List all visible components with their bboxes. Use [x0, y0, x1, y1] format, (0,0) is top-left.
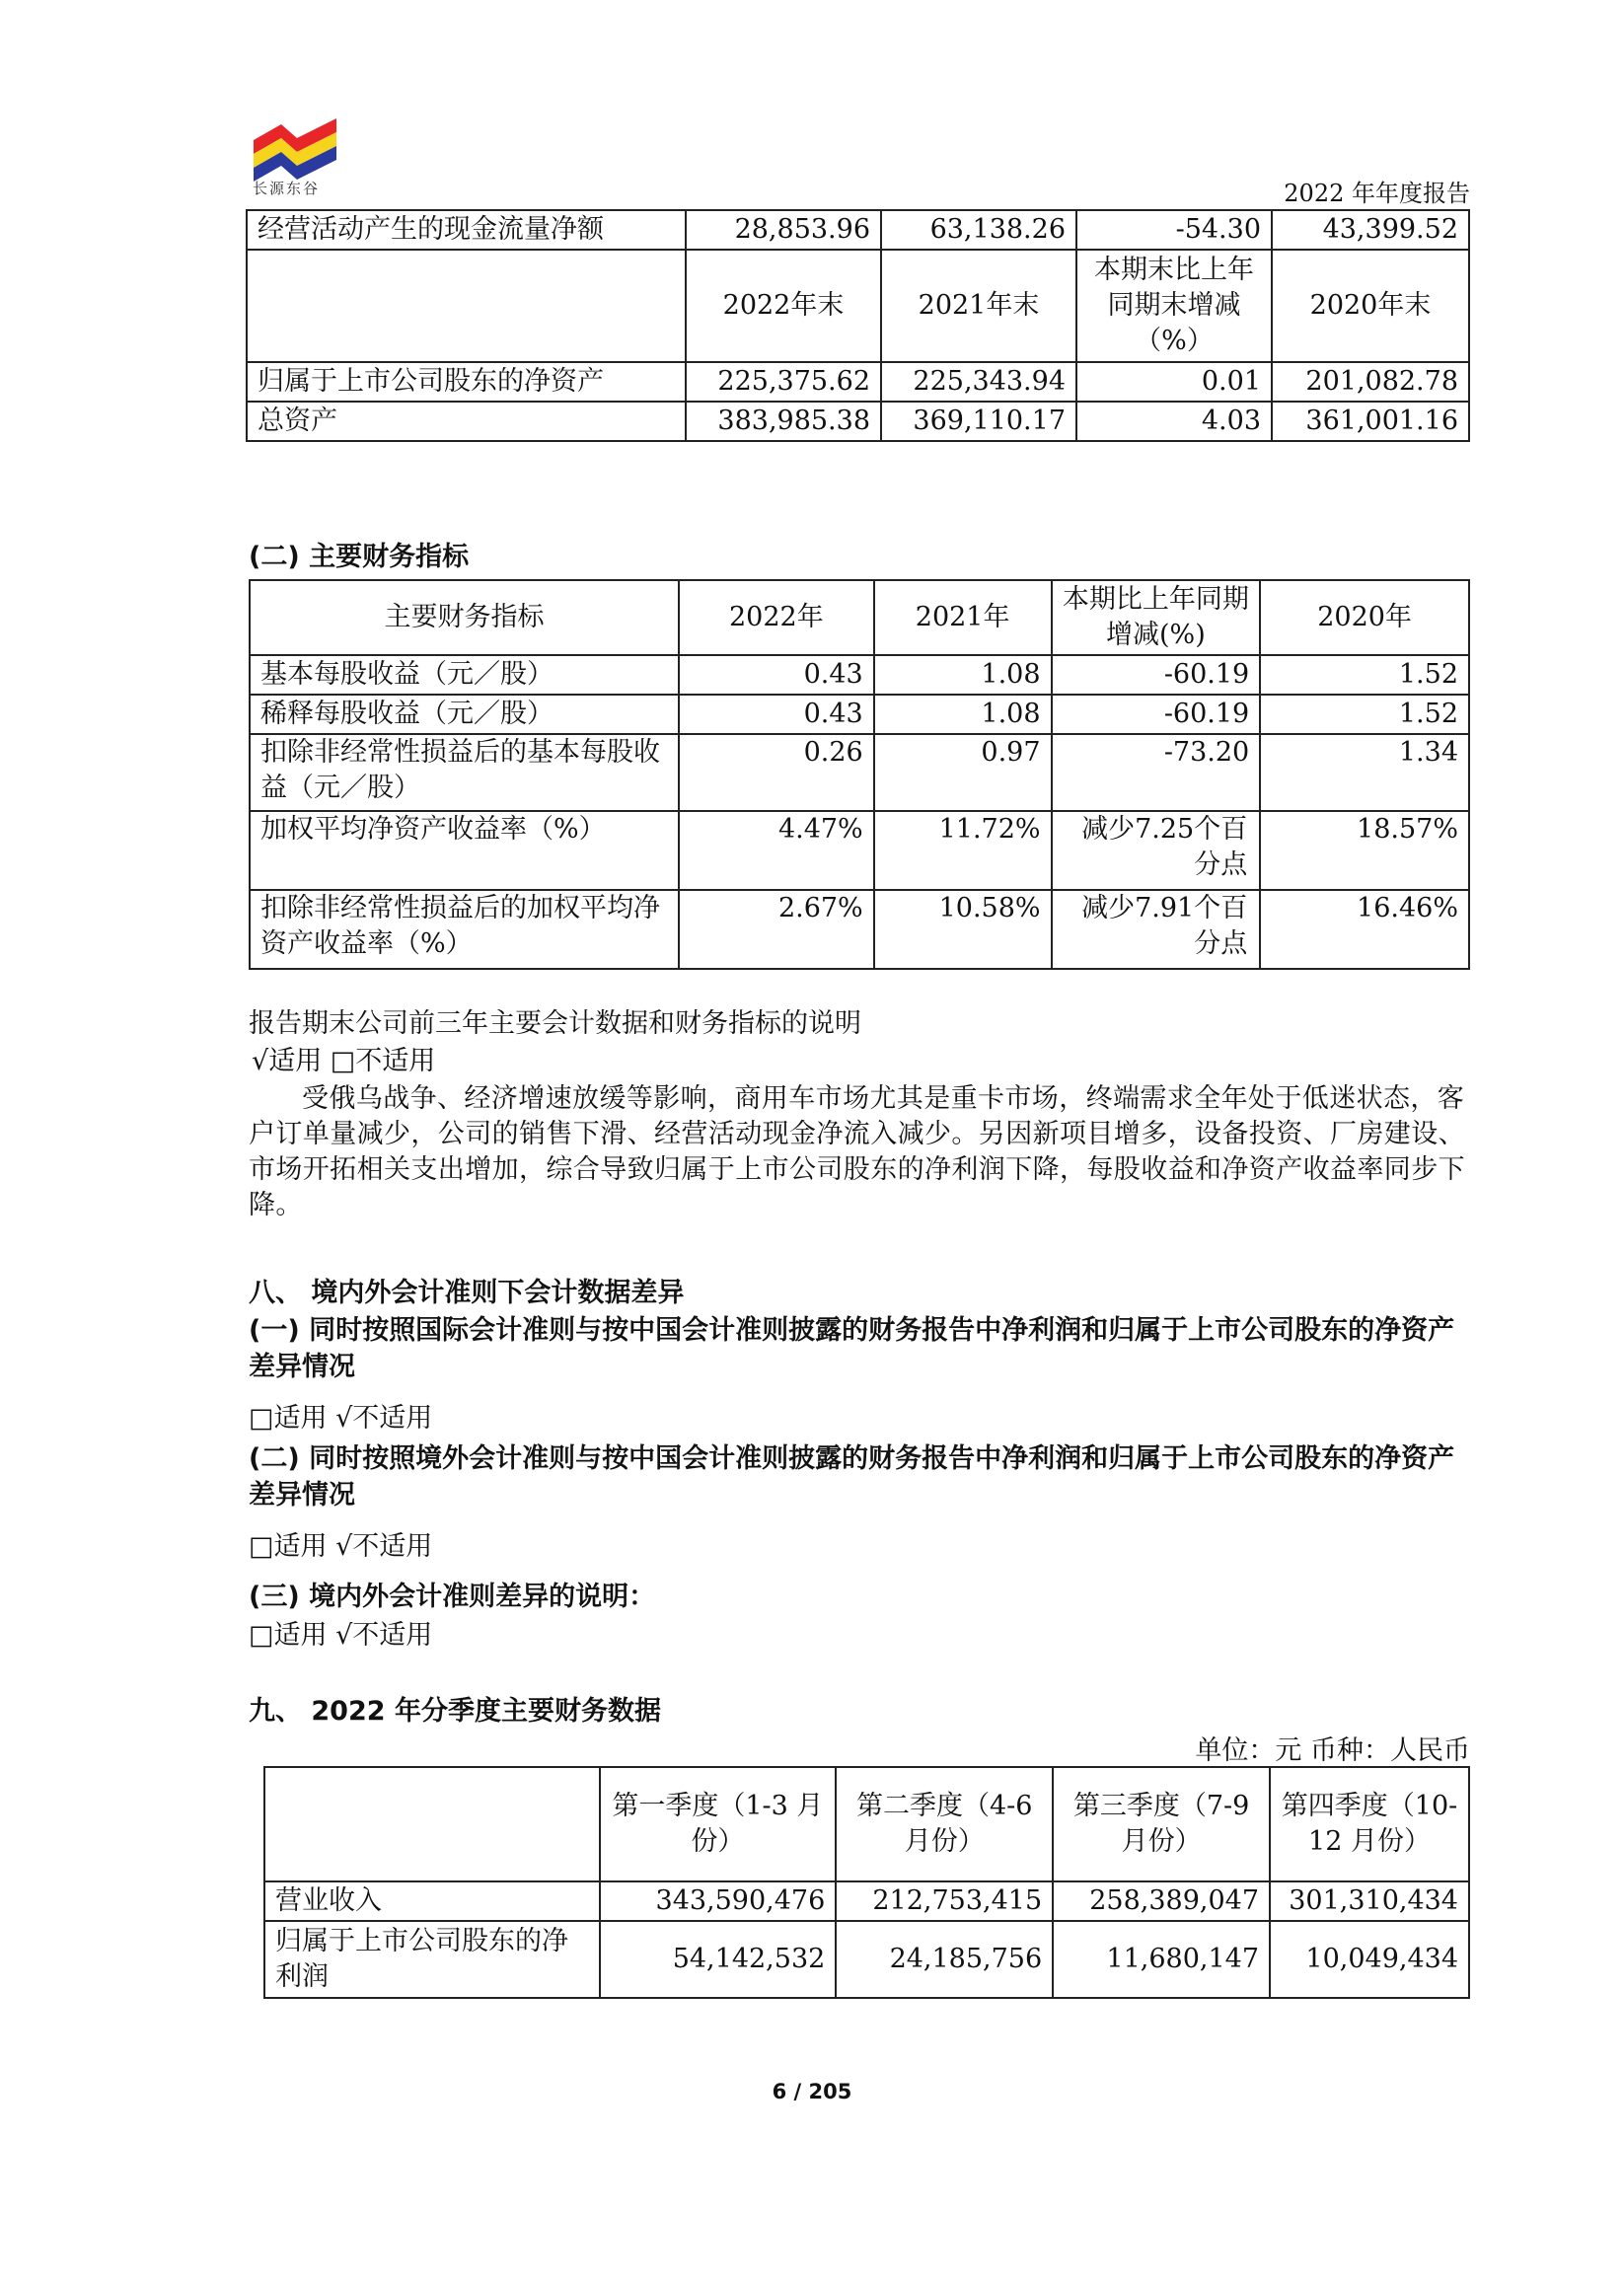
header-cell: 2021年末: [881, 250, 1076, 362]
row-label: 加权平均净资产收益率（%）: [250, 811, 679, 890]
cell-value: 0.43: [679, 695, 874, 734]
header-cell: 本期比上年同期增减(%): [1052, 580, 1261, 655]
cell-value: 减少7.25个百分点: [1052, 811, 1261, 890]
header-cell: 第三季度（7-9 月份）: [1053, 1767, 1270, 1881]
cell-value: 4.03: [1076, 402, 1272, 441]
cell-value: 24,185,756: [836, 1921, 1053, 1998]
cell-value: 4.47%: [679, 811, 874, 890]
financial-indicators-table: [249, 579, 1470, 970]
cell-value: 11,680,147: [1053, 1921, 1270, 1998]
cell-value: 2.67%: [679, 890, 874, 969]
cell-value: 225,375.62: [686, 362, 881, 402]
row-label: 稀释每股收益（元／股）: [250, 695, 679, 734]
logo-text: 长源东谷: [253, 180, 321, 197]
cell-value: 369,110.17: [881, 402, 1076, 441]
row-label: 扣除非经常性损益后的基本每股收益（元／股）: [250, 734, 679, 811]
header-cell: 第一季度（1-3 月份）: [600, 1767, 837, 1881]
table-row: [250, 890, 1469, 969]
row-label: 归属于上市公司股东的净资产: [247, 362, 686, 402]
cell-value: 0.26: [679, 734, 874, 811]
cell-value: 63,138.26: [881, 210, 1076, 250]
table-row: [247, 210, 1469, 250]
cell-value: 343,590,476: [600, 1881, 837, 1921]
row-label: 归属于上市公司股东的净利润: [264, 1921, 600, 1998]
applicability-mark: □适用 √不适用: [249, 1403, 433, 1434]
row-label: 经营活动产生的现金流量净额: [247, 210, 686, 250]
applicability-mark: √适用 □不适用: [252, 1046, 436, 1076]
cell-value: 1.34: [1260, 734, 1469, 811]
cell-value: -60.19: [1052, 655, 1261, 695]
header-cell: 2020年末: [1272, 250, 1469, 362]
explanation-paragraph: 受俄乌战争、经济增速放缓等影响，商用车市场尤其是重卡市场，终端需求全年处于低迷状态，客户订单量减少，公司的销售下滑、经营活动现金净流入减少。另因新项目增多，设备投资、厂房建设、市场开拓相关支出增加，综合导致归属于上市公司股东的净利润下降，每股收益和净资产收益率同步下降。: [249, 1083, 1465, 1220]
explanation-title: 报告期末公司前三年主要会计数据和财务指标的说明: [249, 1008, 861, 1039]
row-label: 基本每股收益（元／股）: [250, 655, 679, 695]
row-label: 营业收入: [264, 1881, 600, 1921]
section-heading-financial-indicators: (二) 主要财务指标: [249, 542, 470, 572]
table-row: [264, 1921, 1469, 1998]
section-heading-accounting-differences: 八、 境内外会计准则下会计数据差异: [249, 1278, 685, 1308]
table-header-row: [264, 1767, 1469, 1881]
cell-value: -60.19: [1052, 695, 1261, 734]
applicability-mark: □适用 √不适用: [249, 1531, 433, 1562]
cell-value: 258,389,047: [1053, 1881, 1270, 1921]
cell-value: 383,985.38: [686, 402, 881, 441]
subsection-heading-2: (二) 同时按照境外会计准则与按中国会计准则披露的财务报告中净利润和归属于上市公司股东的净资产差异情况: [249, 1443, 1455, 1511]
cell-value: 减少7.91个百分点: [1052, 890, 1261, 969]
cell-value: 0.97: [874, 734, 1052, 811]
table-row: [250, 695, 1469, 734]
cell-value: 1.52: [1260, 695, 1469, 734]
cell-value: 1.08: [874, 655, 1052, 695]
unit-label: 单位：元 币种：人民币: [1195, 1735, 1470, 1766]
cell-value: 18.57%: [1260, 811, 1469, 890]
cell-value: 10.58%: [874, 890, 1052, 969]
table-row: [250, 655, 1469, 695]
header-cell: 主要财务指标: [250, 580, 679, 655]
report-title: 2022 年年度报告: [1284, 180, 1470, 207]
header-cell-empty: [264, 1767, 600, 1881]
cell-value: 201,082.78: [1272, 362, 1469, 402]
cell-value: 361,001.16: [1272, 402, 1469, 441]
subsection-heading-1: (一) 同时按照国际会计准则与按中国会计准则披露的财务报告中净利润和归属于上市公司股东的净资产差异情况: [249, 1315, 1455, 1382]
table-row: [250, 811, 1469, 890]
table-row: [247, 402, 1469, 441]
cell-value: 10,049,434: [1270, 1921, 1469, 1998]
cell-value: 301,310,434: [1270, 1881, 1469, 1921]
header-cell: 本期末比上年同期末增减（%）: [1076, 250, 1272, 362]
cell-value: 28,853.96: [686, 210, 881, 250]
table-header-row: [247, 250, 1469, 362]
cell-value: 212,753,415: [836, 1881, 1053, 1921]
table-row: [250, 734, 1469, 811]
header-cell: 2022年末: [686, 250, 881, 362]
cell-value: 11.72%: [874, 811, 1052, 890]
cell-value: 16.46%: [1260, 890, 1469, 969]
applicability-mark: □适用 √不适用: [249, 1620, 433, 1651]
cell-value: 0.01: [1076, 362, 1272, 402]
cell-value: 0.43: [679, 655, 874, 695]
accounting-data-table: [246, 209, 1470, 442]
table-header-row: [250, 580, 1469, 655]
row-label: 总资产: [247, 402, 686, 441]
header-cell: 第四季度（10-12 月份）: [1270, 1767, 1469, 1881]
header-cell: 2022年: [679, 580, 874, 655]
cell-value: 54,142,532: [600, 1921, 837, 1998]
cell-value: 1.08: [874, 695, 1052, 734]
section-heading-quarterly-data: 九、 2022 年分季度主要财务数据: [249, 1696, 661, 1727]
header-cell: 第二季度（4-6 月份）: [836, 1767, 1053, 1881]
cell-value: -73.20: [1052, 734, 1261, 811]
header-cell-empty: [247, 250, 686, 362]
cell-value: 225,343.94: [881, 362, 1076, 402]
table-row: [264, 1881, 1469, 1921]
row-label: 扣除非经常性损益后的加权平均净资产收益率（%）: [250, 890, 679, 969]
header-cell: 2021年: [874, 580, 1052, 655]
page-number: 6 / 205: [772, 2080, 852, 2103]
cell-value: 43,399.52: [1272, 210, 1469, 250]
header-cell: 2020年: [1260, 580, 1469, 655]
cell-value: 1.52: [1260, 655, 1469, 695]
subsection-heading-3: (三) 境内外会计准则差异的说明：: [249, 1582, 656, 1612]
quarterly-data-table: [263, 1766, 1470, 1999]
table-row: [247, 362, 1469, 402]
cell-value: -54.30: [1076, 210, 1272, 250]
